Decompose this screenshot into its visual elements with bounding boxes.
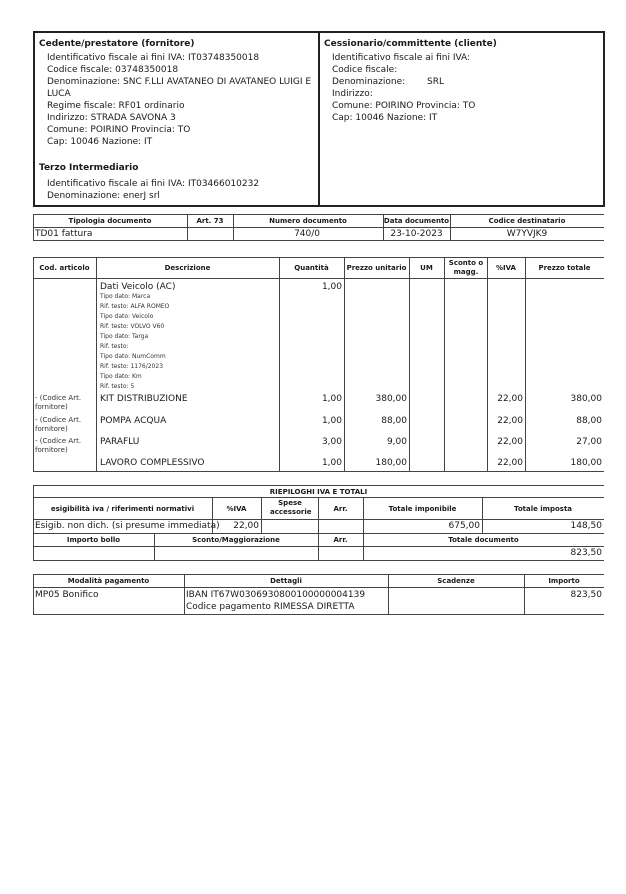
cedente-line: Identificativo fiscale ai fini IVA: IT03748350018 (47, 53, 260, 63)
row-iva: 22,00 (497, 437, 523, 447)
cessionario-line: Codice fiscale: (332, 65, 398, 75)
riepilogo-title: RIEPILOGHI IVA E TOTALI (269, 488, 368, 496)
cedente-line: Regime fiscale: RF01 ordinario (47, 101, 185, 111)
doc-numero-value: 740/0 (294, 229, 320, 239)
riepilogo-header-esig: esigibilità iva / riferimenti normativi (50, 505, 195, 513)
row-qty: 1,00 (321, 458, 342, 468)
veicolo-details (100, 293, 169, 393)
row-total: 380,00 (570, 394, 602, 404)
row-price: 88,00 (381, 416, 407, 426)
cedente-line: Cap: 10046 Nazione: IT (47, 137, 153, 147)
veicolo-detail-line: Rif. testo: ALFA ROMEO (100, 303, 170, 310)
pagamento-importo-value: 823,50 (570, 590, 602, 600)
doc-header-tipologia: Tipologia documento (68, 217, 152, 225)
row-qty: 3,00 (321, 437, 342, 447)
row-cod: - (Codice Art. fornitore) (35, 394, 82, 411)
row-price: 380,00 (375, 394, 407, 404)
row-cod: - (Codice Art. fornitore) (35, 416, 82, 433)
row-price: 180,00 (375, 458, 407, 468)
doc-header-art73: Art. 73 (196, 217, 224, 225)
row-desc: Dati Veicolo (AC) (100, 282, 176, 292)
cessionario-line: Cap: 10046 Nazione: IT (332, 113, 438, 123)
lines-header-qty: Quantità (294, 264, 329, 272)
row-iva: 22,00 (497, 458, 523, 468)
riepilogo-esig-value: Esigib. non dich. (si presume immediata) (35, 521, 220, 531)
row-iva: 22,00 (497, 416, 523, 426)
pagamento-codice: Codice pagamento RIMESSA DIRETTA (186, 602, 355, 612)
lines-header-sconto: Sconto o magg. (448, 259, 484, 276)
row-qty: 1,00 (321, 416, 342, 426)
veicolo-detail-line: Tipo dato: Targa (100, 333, 149, 340)
cedente-lines (47, 53, 315, 149)
riepilogo-header-arr: Arr. (333, 505, 348, 513)
veicolo-detail-line: Rif. testo: (100, 343, 129, 350)
riepilogo-header-imponibile: Totale imponibile (388, 505, 457, 513)
row-qty: 1,00 (321, 394, 342, 404)
cessionario-line (332, 77, 600, 89)
riepilogo-totale-value: 823,50 (570, 548, 602, 558)
row-price: 9,00 (386, 437, 407, 447)
veicolo-detail-line: Tipo dato: Marca (100, 293, 151, 300)
cessionario-line: Identificativo fiscale ai fini IVA: (332, 53, 471, 63)
veicolo-detail-line: Rif. testo: VOLVO V60 (100, 323, 165, 330)
cedente-title: Cedente/prestatore (fornitore) (39, 39, 195, 49)
pagamento-header-dettagli: Dettagli (270, 577, 302, 585)
row-desc: KIT DISTRIBUZIONE (100, 394, 188, 404)
doc-header-codice: Codice destinatario (488, 217, 566, 225)
cedente-line: Comune: POIRINO Provincia: TO (47, 125, 191, 135)
cessionario-denominazione-label: Denominazione: (332, 77, 406, 87)
row-desc: LAVORO COMPLESSIVO (100, 458, 205, 468)
lines-header-iva: %IVA (496, 264, 516, 272)
row-total: 27,00 (576, 437, 602, 447)
pagamento-header-scadenze: Scadenze (437, 577, 475, 585)
cessionario-line: Indirizzo: (332, 89, 373, 99)
terzo-lines (47, 179, 259, 203)
riepilogo-iva-value: 22,00 (233, 521, 259, 531)
doc-data-value: 23-10-2023 (390, 229, 443, 239)
lines-header-um: UM (420, 264, 433, 272)
riepilogo-header-totale: Totale documento (448, 536, 519, 544)
terzo-line: Identificativo fiscale ai fini IVA: IT03466010232 (47, 179, 260, 189)
cedente-line: Denominazione: SNC F.LLI AVATANEO DI AVATANEO LUIGI E (47, 77, 312, 87)
lines-header-price: Prezzo unitario (346, 264, 407, 272)
row-desc: POMPA ACQUA (100, 416, 167, 426)
veicolo-detail-line: Rif. testo: 5 (100, 383, 135, 390)
lines-header-desc: Descrizione (164, 264, 211, 272)
terzo-title: Terzo Intermediario (39, 163, 139, 173)
row-total: 88,00 (576, 416, 602, 426)
veicolo-detail-line: Tipo dato: Veicolo (100, 313, 154, 320)
riepilogo-header-imposta: Totale imposta (513, 505, 573, 513)
cessionario-box (318, 31, 605, 207)
riepilogo-header-arr2: Arr. (333, 536, 348, 544)
cessionario-title: Cessionario/committente (cliente) (324, 39, 497, 49)
row-iva: 22,00 (497, 394, 523, 404)
lines-header-total: Prezzo totale (538, 264, 591, 272)
row-qty: 1,00 (321, 282, 342, 292)
doc-header-data: Data documento (383, 217, 450, 225)
veicolo-detail-line: Tipo dato: NumComm (100, 353, 166, 360)
terzo-line: Denominazione: enerJ srl (47, 191, 160, 201)
riepilogo-header-iva: %IVA (226, 505, 247, 513)
riepilogo-imponibile-value: 675,00 (448, 521, 480, 531)
row-desc: PARAFLU (100, 437, 140, 447)
riepilogo-header-spese: Spese accessorie (270, 499, 312, 516)
pagamento-modalita-value: MP05 Bonifico (35, 590, 99, 600)
pagamento-header-modalita: Modalità pagamento (67, 577, 150, 585)
pagamento-header-importo: Importo (548, 577, 580, 585)
row-cod: - (Codice Art. fornitore) (35, 437, 82, 454)
riepilogo-header-sconto: Sconto/Maggiorazione (192, 536, 280, 544)
cedente-line: Indirizzo: STRADA SAVONA 3 (47, 113, 176, 123)
cessionario-denominazione-value: SRL (427, 77, 444, 87)
riepilogo-imposta-value: 148,50 (570, 521, 602, 531)
row-total: 180,00 (570, 458, 602, 468)
lines-header-cod: Cod. articolo (39, 264, 90, 272)
veicolo-detail-line: Rif. testo: 1176/2023 (100, 363, 164, 370)
doc-tipologia-value: TD01 fattura (35, 229, 93, 239)
riepilogo-header-bollo: Importo bollo (66, 536, 121, 544)
veicolo-detail-line: Tipo dato: Km (100, 373, 142, 380)
cedente-box (33, 31, 320, 207)
cedente-line: Codice fiscale: 03748350018 (47, 65, 179, 75)
doc-codice-value: W7YVJK9 (506, 229, 548, 239)
pagamento-iban: IBAN IT67W0306930800100000004139 (186, 590, 366, 600)
cessionario-lines (332, 53, 600, 125)
cessionario-line: Comune: POIRINO Provincia: TO (332, 101, 476, 111)
doc-header-numero: Numero documento (269, 217, 347, 225)
cedente-line: LUCA (47, 89, 71, 99)
